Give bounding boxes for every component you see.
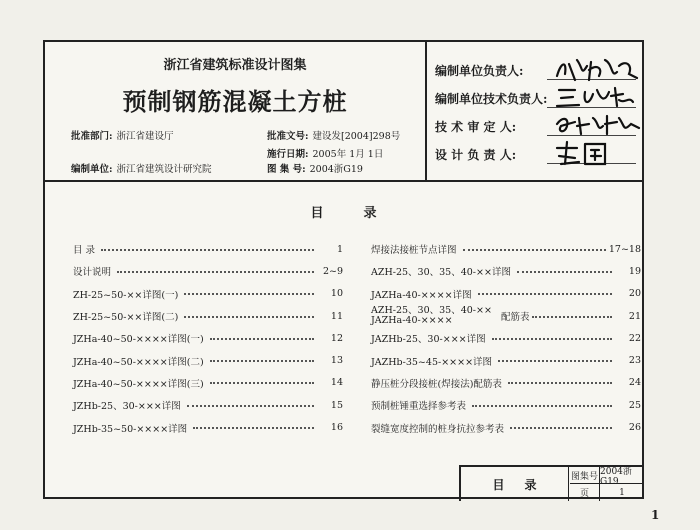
toc-entry-page: 21 bbox=[628, 310, 641, 322]
effective-date bbox=[267, 146, 383, 160]
toc-entry[interactable] bbox=[371, 327, 641, 349]
toc-entry[interactable] bbox=[73, 283, 343, 305]
atlas-number-value: 2004浙G19 bbox=[309, 164, 363, 175]
toc-leader bbox=[472, 404, 612, 407]
toc-entry[interactable] bbox=[73, 260, 343, 282]
approval-dept bbox=[71, 128, 174, 142]
toc-entry-page: 19 bbox=[628, 265, 641, 277]
toc-leader bbox=[184, 292, 314, 295]
toc-entry-label: JZHb-35~50-××××详图 bbox=[73, 423, 188, 435]
toc-leader bbox=[478, 292, 612, 295]
page-title: 预制钢筋混凝土方桩 bbox=[122, 87, 348, 116]
title-block-left bbox=[45, 42, 427, 180]
toc-leader bbox=[101, 248, 314, 251]
handwritten-signature bbox=[553, 54, 643, 84]
approval-dept-label: 批准部门: bbox=[71, 131, 113, 142]
toc-entry-label bbox=[371, 306, 495, 326]
toc-leader bbox=[210, 337, 314, 340]
toc-entry-label-suffix: 配筋表 bbox=[500, 312, 530, 324]
toc-entry-label: JAZHa-40-××××详图 bbox=[371, 289, 472, 301]
toc-leader bbox=[492, 337, 612, 340]
toc-entry-page: 2~9 bbox=[322, 265, 343, 277]
toc-entry-page: 25 bbox=[628, 399, 641, 411]
toc-leader bbox=[193, 426, 314, 429]
approval-no bbox=[267, 128, 400, 142]
editor-unit bbox=[71, 161, 212, 175]
toc-entry-label: JZHa-40~50-××××详图(三) bbox=[73, 378, 204, 390]
toc-entry[interactable] bbox=[371, 416, 641, 438]
toc-leader bbox=[184, 315, 314, 318]
toc-entry-label: 焊接法接桩节点详图 bbox=[371, 245, 457, 257]
toc-entry[interactable] bbox=[73, 349, 343, 371]
toc-entry-page: 12 bbox=[330, 332, 343, 344]
toc-entry[interactable] bbox=[371, 238, 641, 260]
toc-leader bbox=[532, 315, 612, 318]
editor-unit-value: 浙江省建筑设计研究院 bbox=[116, 164, 212, 175]
toc-entry-label: JZHa-40~50-××××详图(二) bbox=[73, 356, 204, 368]
toc-entry-label: ZH-25~50-××详图(二) bbox=[73, 312, 179, 324]
toc-entry-label: JAZHb-35~45-××××详图 bbox=[371, 356, 493, 368]
toc-column-right bbox=[371, 238, 641, 439]
signature-row bbox=[435, 142, 640, 168]
signature-label: 设 计 负 责 人: bbox=[435, 148, 517, 162]
signature-row bbox=[435, 86, 640, 112]
effective-date-label: 施行日期: bbox=[267, 149, 309, 160]
toc-entry-label: 设计说明 bbox=[73, 267, 112, 279]
toc-entry[interactable] bbox=[371, 283, 641, 305]
toc-leader bbox=[517, 270, 612, 273]
toc-entry[interactable] bbox=[371, 372, 641, 394]
toc-entry[interactable] bbox=[73, 238, 343, 260]
toc-entry[interactable] bbox=[371, 305, 641, 327]
toc-leader bbox=[498, 359, 612, 362]
toc-leader bbox=[463, 248, 606, 251]
toc-entry[interactable] bbox=[73, 394, 343, 416]
toc-entry-page: 10 bbox=[330, 288, 343, 300]
toc-entry-label: JZHa-40~50-××××详图(一) bbox=[73, 334, 204, 346]
footer-page-label: 页 bbox=[570, 484, 600, 501]
handwritten-signature bbox=[553, 82, 643, 112]
toc-entry-label: AZH-25、30、35、40-××详图 bbox=[371, 267, 511, 279]
toc-leader bbox=[508, 381, 612, 384]
toc-entry-label: JZHb-25、30-×××详图 bbox=[73, 401, 181, 413]
footer-atlas-label: 图集号 bbox=[570, 467, 600, 484]
toc-entry-page: 20 bbox=[628, 288, 641, 300]
toc-entry[interactable] bbox=[73, 416, 343, 438]
toc-entry-label: 静压桩分段接桩(焊接法)配筋表 bbox=[371, 378, 502, 390]
toc-entry-page: 15 bbox=[330, 399, 343, 411]
toc-entry[interactable] bbox=[73, 327, 343, 349]
effective-date-value: 2005年 1月 1日 bbox=[312, 149, 384, 160]
toc-entry-page: 16 bbox=[330, 422, 343, 434]
toc-entry-label: ZH-25~50-××详图(一) bbox=[73, 289, 179, 301]
toc-entry-page: 17~18 bbox=[608, 243, 641, 255]
approval-dept-value: 浙江省建设厅 bbox=[116, 131, 174, 142]
toc-entry-page: 26 bbox=[628, 422, 641, 434]
toc-entry-page: 11 bbox=[330, 310, 343, 322]
series-name: 浙江省建筑标准设计图集 bbox=[163, 58, 307, 73]
atlas-number-label: 图 集 号: bbox=[267, 164, 306, 175]
toc-entry[interactable] bbox=[371, 394, 641, 416]
toc-leader bbox=[210, 359, 314, 362]
toc-title: 目录 bbox=[310, 206, 417, 221]
drawing-sheet bbox=[43, 40, 644, 499]
toc-entry-label: 裂缝宽度控制的桩身抗拉参考表 bbox=[371, 423, 505, 435]
toc-entry[interactable] bbox=[371, 260, 641, 282]
toc-entry[interactable] bbox=[371, 349, 641, 371]
toc-leader bbox=[117, 270, 314, 273]
page-number: 1 bbox=[651, 508, 660, 522]
toc-entry-label: 目 录 bbox=[73, 245, 96, 257]
signature-label: 技 术 审 定 人: bbox=[435, 120, 517, 134]
toc-leader bbox=[210, 381, 314, 384]
approval-no-label: 批准文号: bbox=[267, 131, 309, 142]
title-block bbox=[45, 42, 642, 182]
editor-unit-label: 编制单位: bbox=[71, 164, 113, 175]
atlas-number bbox=[267, 161, 363, 175]
toc-entry-label-line2: JAZHa-40-×××× bbox=[371, 315, 453, 327]
footer-page-value: 1 bbox=[619, 487, 625, 498]
signature-label: 编制单位技术负责人: bbox=[435, 92, 548, 106]
footer-block bbox=[459, 465, 644, 501]
footer-title: 目录 bbox=[461, 467, 569, 501]
toc-leader bbox=[187, 404, 314, 407]
handwritten-signature bbox=[553, 138, 643, 168]
toc-entry-label-line1: AZH-25、30、35、40-×× bbox=[371, 305, 492, 317]
toc-entry-page: 14 bbox=[330, 377, 343, 389]
signature-block bbox=[427, 42, 642, 180]
approval-no-value: 建设发[2004]298号 bbox=[312, 131, 401, 142]
toc-entry-page: 22 bbox=[628, 332, 641, 344]
signature-row bbox=[435, 58, 640, 84]
toc-entry-label: 预制桩锤重选择参考表 bbox=[371, 401, 467, 413]
toc-entry-label: JAZHb-25、30-×××详图 bbox=[371, 334, 486, 346]
toc-entry[interactable] bbox=[73, 372, 343, 394]
toc-leader bbox=[510, 426, 612, 429]
toc-entry-page: 23 bbox=[628, 355, 641, 367]
toc-entry-page: 1 bbox=[336, 243, 343, 255]
footer-atlas-value: 2004浙G19 bbox=[600, 467, 644, 484]
toc-entry-page: 13 bbox=[330, 355, 343, 367]
signature-row bbox=[435, 114, 640, 140]
handwritten-signature bbox=[553, 110, 643, 140]
toc-entry[interactable] bbox=[73, 305, 343, 327]
toc-column-left bbox=[73, 238, 343, 439]
toc-entry-page: 24 bbox=[628, 377, 641, 389]
signature-label: 编制单位负责人: bbox=[435, 64, 524, 78]
